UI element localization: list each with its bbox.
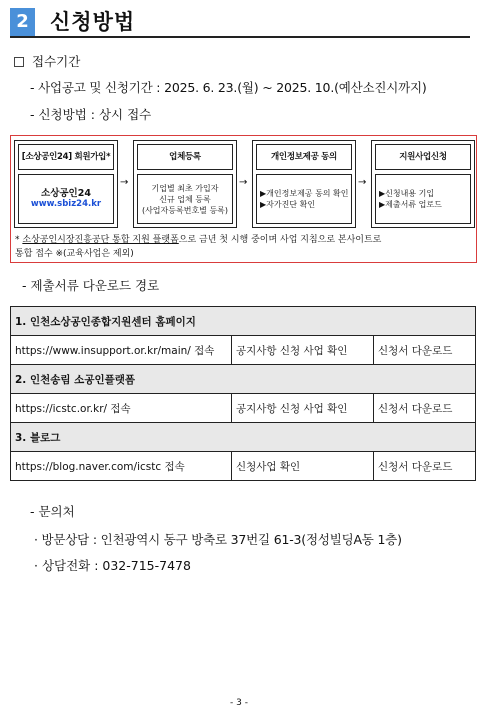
- table-cell: 공지사항 신청 사업 확인: [232, 336, 374, 365]
- note-text-line2: 통합 접수 ※(교육사업은 제외): [15, 249, 134, 259]
- application-flow: [10, 135, 477, 263]
- note-platform: 소상공인시장진흥공단 통합 지원 플랫폼: [22, 235, 179, 245]
- table-cell: 공지사항 신청 사업 확인: [232, 394, 374, 423]
- table-cell: 신청서 다운로드: [374, 394, 476, 423]
- flow-step-signup: [14, 140, 118, 228]
- flow-step-text: 신규 업체 등록: [159, 194, 211, 204]
- download-link[interactable]: https://blog.naver.com/icstc 접속: [11, 452, 232, 481]
- flow-step-text: 기업별 최초 가입자: [151, 183, 219, 193]
- intro-heading-row: [14, 53, 80, 71]
- flow-step-body: [18, 174, 114, 224]
- flow-step-text: ▶개인정보제공 동의 확인: [260, 189, 349, 198]
- download-heading: - 제출서류 다운로드 경로: [22, 278, 160, 293]
- table-row: [11, 336, 476, 365]
- flow-step-company: [133, 140, 237, 228]
- flow-step-head: [소상공인24] 회원가입*: [18, 144, 114, 170]
- arrow-right-icon: →: [358, 177, 367, 188]
- table-row: [11, 365, 476, 394]
- flow-step-body: [256, 174, 352, 224]
- group-title: 3. 블로그: [11, 423, 476, 452]
- contact-visit: · 방문상담 : 인천광역시 동구 방축로 37번길 61-3(정성빌딩A동 1층): [34, 532, 402, 547]
- intro-method: - 신청방법 : 상시 접수: [30, 107, 152, 122]
- flow-step-head: 개인정보제공 동의: [256, 144, 352, 170]
- table-cell: 신청서 다운로드: [374, 336, 476, 365]
- page-number: - 3 -: [230, 698, 248, 708]
- flow-step-text: ▶제출서류 업로드: [379, 200, 442, 209]
- table-row: [11, 307, 476, 336]
- group-title: 2. 인천송림 소공인플랫폼: [11, 365, 476, 394]
- intro-period: - 사업공고 및 신청기간 : 2025. 6. 23.(월) ~ 2025. 10.(예산소진시까지): [30, 80, 427, 95]
- flow-step-body: [137, 174, 233, 224]
- sbiz24-name: 소상공인24: [41, 188, 91, 199]
- section-title: 신청방법: [50, 10, 136, 34]
- flow-step-text: ▶신청내용 기입: [379, 189, 435, 198]
- download-link[interactable]: https://www.insupport.or.kr/main/ 접속: [11, 336, 232, 365]
- table-cell: 신청서 다운로드: [374, 452, 476, 481]
- table-row: [11, 394, 476, 423]
- table-cell: 신청사업 확인: [232, 452, 374, 481]
- group-title: 1. 인천소상공인종합지원센터 홈페이지: [11, 307, 476, 336]
- note-prefix: *: [15, 235, 23, 245]
- contact-heading: - 문의처: [30, 504, 75, 519]
- contact-phone: · 상담전화 : 032-715-7478: [34, 558, 191, 573]
- flow-step-head: 업체등록: [137, 144, 233, 170]
- section-number: 2: [10, 8, 38, 36]
- note-text: 으로 금년 첫 시행 중이며 사업 지침으로 본사이트로: [178, 235, 382, 245]
- flow-step-apply: [371, 140, 475, 228]
- flow-step-body: [375, 174, 471, 224]
- download-link[interactable]: https://icstc.or.kr/ 접속: [11, 394, 232, 423]
- flow-step-consent: [252, 140, 356, 228]
- flow-step-text: (사업자등록번호별 등록): [141, 205, 229, 215]
- arrow-right-icon: →: [239, 177, 248, 188]
- table-row: [11, 423, 476, 452]
- flow-note: [15, 233, 473, 261]
- section-header: [10, 6, 470, 38]
- intro-heading: 접수기간: [32, 54, 81, 69]
- sbiz24-url: www.sbiz24.kr: [30, 199, 102, 209]
- flow-step-head: 지원사업신청: [375, 144, 471, 170]
- checkbox-icon: [14, 57, 24, 67]
- table-row: [11, 452, 476, 481]
- download-table: [10, 306, 476, 481]
- flow-step-text: ▶자가진단 확인: [260, 200, 316, 209]
- arrow-right-icon: →: [120, 177, 129, 188]
